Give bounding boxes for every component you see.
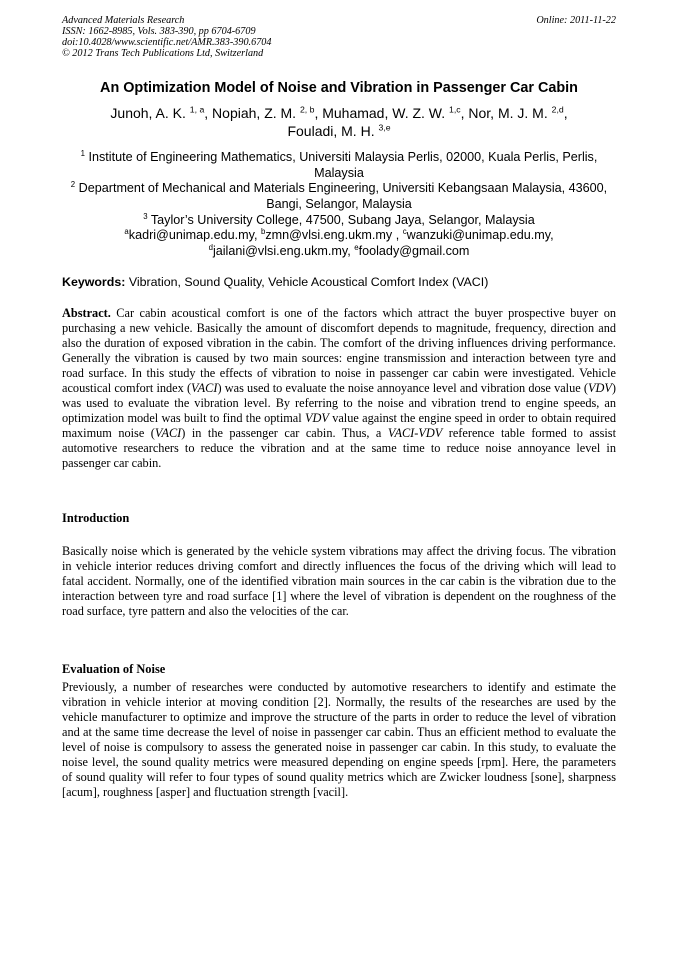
email-address: jailani@vlsi.eng.ukm.my, bbox=[212, 244, 351, 258]
author-affiliation-mark: 1, a bbox=[189, 104, 205, 115]
email-address: kadri@unimap.edu.my, bbox=[128, 228, 258, 242]
affiliation-number: 3 bbox=[143, 212, 148, 222]
affiliation-text: Institute of Engineering Mathematics, Universiti Malaysia Perlis, 02000, Kuala Perlis, Perlis, Malaysia bbox=[88, 150, 598, 180]
author-name: , Nopiah, Z. M. bbox=[204, 105, 297, 121]
email-address: foolady@gmail.com bbox=[358, 244, 470, 258]
abstract-paragraph bbox=[62, 306, 616, 471]
affiliation-3 bbox=[62, 213, 616, 229]
issn-line: ISSN: 1662-8985, Vols. 383-390, pp 6704-6709 bbox=[62, 26, 256, 37]
keywords-label: Keywords: bbox=[62, 275, 126, 289]
author-list bbox=[62, 104, 616, 140]
author-name: Junoh, A. K. bbox=[110, 105, 186, 121]
abstract-text: reference table formed to assist automotive researchers to reduce the vibration and at the same time to reduce noise annoyance level in passenger car cabin. bbox=[62, 426, 616, 470]
abstract-text: ) was used to evaluate the noise annoyance level and vibration dose value ( bbox=[217, 381, 588, 395]
author-separator: , bbox=[563, 105, 568, 121]
email-mark: c bbox=[402, 227, 407, 237]
evaluation-heading: Evaluation of Noise bbox=[62, 662, 166, 676]
email-mark: b bbox=[261, 227, 266, 237]
paper-title: An Optimization Model of Noise and Vibration in Passenger Car Cabin bbox=[100, 80, 578, 96]
email-address: zmn@vlsi.eng.ukm.my , bbox=[265, 228, 400, 242]
affiliation-2 bbox=[62, 181, 616, 212]
abstract-italic-term: VACI bbox=[191, 381, 218, 395]
introduction-heading: Introduction bbox=[62, 511, 130, 525]
author-affiliation-mark: 2,d bbox=[551, 104, 564, 115]
abstract-italic-term: VDV bbox=[587, 381, 612, 395]
online-date: Online: 2011-11-22 bbox=[536, 15, 616, 26]
introduction-body bbox=[62, 544, 616, 619]
author-affiliation-mark: 1,c bbox=[449, 104, 461, 115]
abstract-text: Car cabin acoustical comfort is one of the factors which attract the buyer prospective buyer on purchasing a new vehicle. Basically the amount of discomfort depends to magnitude, frequency, direction and also the duration of exposed vibration in the cabin. The comfort of the driving influences driving performance. Generally the vibration is caused by two main sources: engine transmission and interaction between tyre and road surface. In this study the effects of vibration to noise in passenger car cabin were investigated. Vehicle acoustical comfort index ( bbox=[62, 306, 616, 395]
keywords-text: Vibration, Sound Quality, Vehicle Acoustical Comfort Index (VACI) bbox=[128, 275, 489, 289]
evaluation-paragraph: Previously, a number of researches were conducted by automotive researchers to identify and estimate the vibration in vehicle interior at moving condition [2]. Normally, the results of the researches are used by the vehicle manufacturer to optimize and improve the structure of the parts in order to reduce the level of vibration and at the same time decrease the level of noise in passenger car cabin. Thus an efficient method to evaluate the level of noise is compulsory to assess the generated noise in passenger car cabin. In this study, to evaluate the noise level, the sound quality metrics were measured depending on engine speeds [rpm]. Here, the parameters of sound quality will refer to four types of sound quality metrics which are Zwicker loudness [sone], sharpness [acum], roughness [asper] and fluctuation strength [vacil]. bbox=[62, 680, 616, 799]
author-name: , Muhamad, W. Z. W. bbox=[314, 105, 446, 121]
email-address: wanzuki@unimap.edu.my, bbox=[406, 228, 554, 242]
keywords bbox=[62, 275, 616, 290]
abstract bbox=[62, 306, 616, 471]
affiliation-number: 2 bbox=[70, 180, 76, 190]
email-mark: e bbox=[354, 243, 359, 253]
email-line-1 bbox=[62, 228, 616, 244]
abstract-label: Abstract. bbox=[62, 306, 111, 320]
introduction-paragraph: Basically noise which is generated by the vehicle system vibrations may affect the driving focus. The vibration in vehicle interior reduces driving comfort and directly influences the focus of the driving which will lead to fatal accident. Normally, one of the identified vibration main sources in the car cabin is the vibration due to the interaction between tyre and road surface [1] where the level of vibration is dependent on the roughness of the road surface, tyre pattern and also the velocities of the car. bbox=[62, 544, 616, 618]
doi-line: doi:10.4028/www.scientific.net/AMR.383-390.6704 bbox=[62, 37, 272, 48]
evaluation-body bbox=[62, 680, 616, 800]
abstract-italic-term: VDV bbox=[304, 411, 329, 425]
email-mark: a bbox=[124, 227, 129, 237]
email-line-2 bbox=[62, 244, 616, 260]
abstract-text: ) in the passenger car cabin. Thus, a bbox=[181, 426, 388, 440]
copyright-line: © 2012 Trans Tech Publications Ltd, Switzerland bbox=[62, 48, 264, 59]
affiliation-1 bbox=[62, 150, 616, 181]
affiliation-number: 1 bbox=[80, 149, 85, 159]
abstract-text: value against the engine speed in order to obtain required maximum noise ( bbox=[62, 411, 616, 440]
affiliation-text: Department of Mechanical and Materials Engineering, Universiti Kebangsaan Malaysia, 43600, Bangi, Selangor, Malaysia bbox=[78, 181, 608, 211]
affiliation-text: Taylor’s University College, 47500, Subang Jaya, Selangor, Malaysia bbox=[150, 213, 535, 227]
email-mark: d bbox=[208, 243, 213, 253]
abstract-italic-term: VACI-VDV bbox=[387, 426, 443, 440]
journal-name: Advanced Materials Research bbox=[62, 15, 185, 26]
author-name: Fouladi, M. H. bbox=[287, 123, 375, 139]
abstract-text: ) was used to evaluate the vibration level. By referring to the noise and vibration trend to engine speeds, an optimization model was built to find the optimal bbox=[62, 381, 616, 425]
author-affiliation-mark: 2, b bbox=[299, 104, 315, 115]
running-header bbox=[62, 15, 616, 59]
author-name: , Nor, M. J. M. bbox=[460, 105, 548, 121]
author-affiliation-mark: 3,e bbox=[378, 122, 391, 133]
abstract-italic-term: VACI bbox=[154, 426, 182, 440]
